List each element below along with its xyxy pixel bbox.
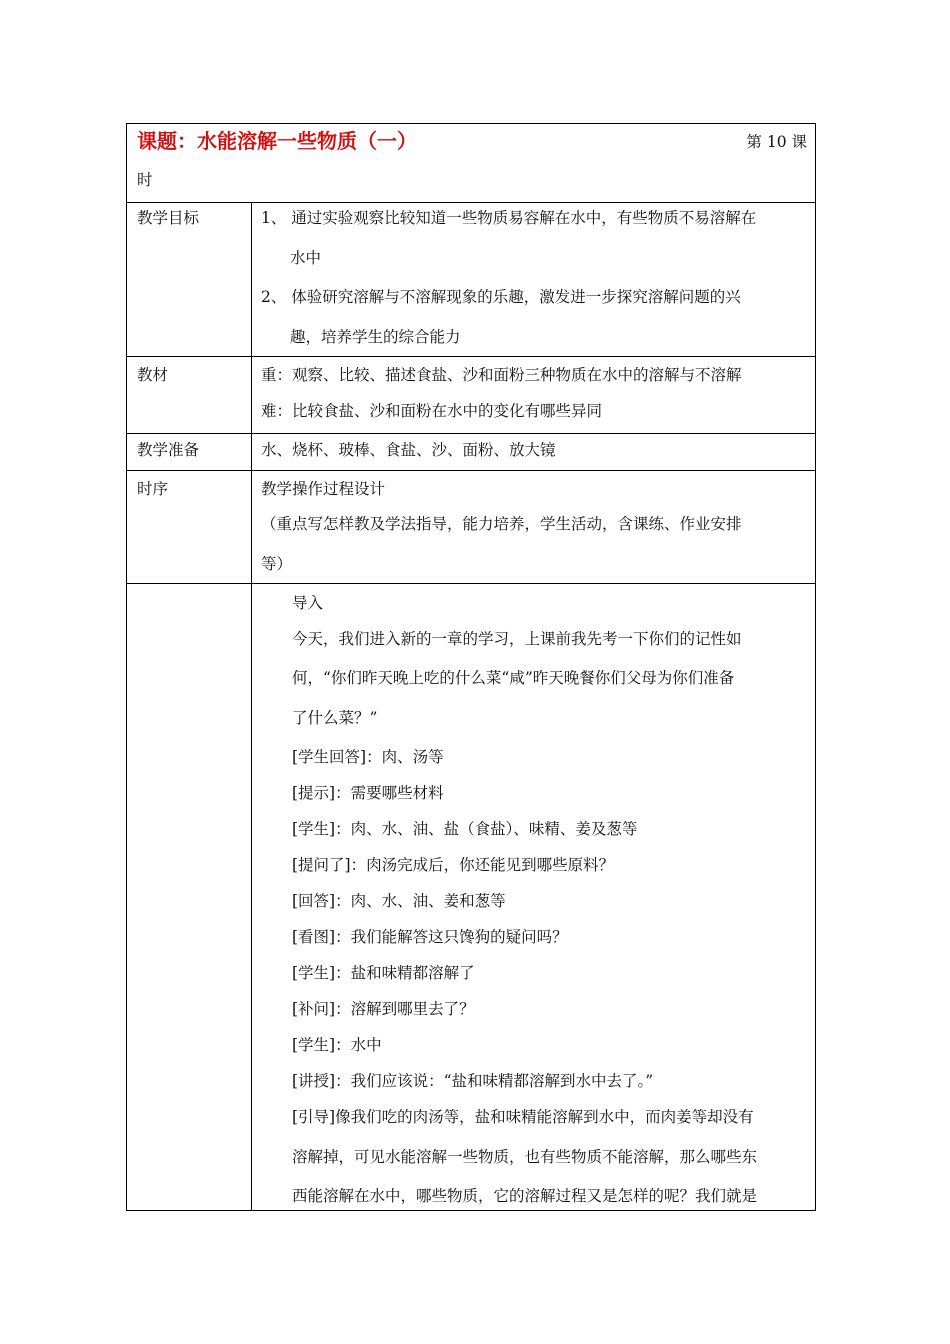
process-line: 何，“你们昨天晚上吃的什么菜“咸”昨天晚餐你们父母为你们准备 — [292, 669, 735, 687]
sequence-label: 时序 — [137, 480, 169, 498]
process-line: [提问了]：肉汤完成后，你还能见到哪些原料？ — [292, 856, 615, 874]
lesson-title: 课题：水能溶解一些物质（一） — [137, 129, 417, 153]
sequence-heading: 教学操作过程设计 — [261, 480, 386, 498]
row-divider — [127, 583, 815, 584]
materials-label: 教材 — [137, 366, 169, 384]
row-divider — [127, 202, 815, 203]
lesson-number-suffix: 时 — [137, 171, 153, 189]
sequence-note: 等） — [261, 555, 293, 573]
process-line: 西能溶解在水中，哪些物质，它的溶解过程又是怎样的呢？我们就是 — [292, 1187, 758, 1205]
preparation-text: 水、烧杯、玻棒、食盐、沙、面粉、放大镜 — [261, 441, 556, 459]
process-line: [补问]：溶解到哪里去了？ — [292, 1000, 475, 1018]
process-line: 了什么菜？” — [292, 709, 378, 727]
row-divider — [127, 470, 815, 471]
objectives-label: 教学目标 — [137, 209, 200, 227]
column-divider — [251, 202, 252, 1210]
process-line: [提示]：需要哪些材料 — [292, 784, 444, 802]
row-divider — [127, 356, 815, 357]
row-divider — [127, 433, 815, 434]
process-line: 导入 — [292, 594, 324, 612]
process-line: [学生]：肉、水、油、盐（食盐）、味精、姜及葱等 — [292, 820, 638, 838]
lesson-number: 第 10 课 — [746, 133, 807, 151]
difficult-point: 难：比较食盐、沙和面粉在水中的变化有哪些异同 — [261, 402, 603, 420]
process-line: 溶解掉，可见水能溶解一些物质，也有些物质不能溶解，那么哪些东 — [292, 1148, 758, 1166]
objective-line: 2、 体验研究溶解与不溶解现象的乐趣，激发进一步探究溶解问题的兴 — [261, 288, 741, 306]
process-line: [讲授]：我们应该说：“盐和味精都溶解到水中去了。” — [292, 1072, 654, 1090]
process-line: [看图]：我们能解答这只馋狗的疑问吗？ — [292, 928, 568, 946]
objective-line: 趣，培养学生的综合能力 — [290, 328, 461, 346]
process-line: [学生回答]：肉、汤等 — [292, 748, 444, 766]
process-line: [学生]：水中 — [292, 1036, 382, 1054]
process-line: [回答]：肉、水、油、姜和葱等 — [292, 892, 506, 910]
objective-line: 水中 — [290, 249, 322, 267]
process-line: 今天，我们进入新的一章的学习，上课前我先考一下你们的记性如 — [292, 630, 742, 648]
key-point: 重：观察、比较、描述食盐、沙和面粉三种物质在水中的溶解与不溶解 — [261, 366, 742, 384]
preparation-label: 教学准备 — [137, 441, 200, 459]
objective-line: 1、 通过实验观察比较知道一些物质易容解在水中，有些物质不易溶解在 — [261, 209, 757, 227]
lesson-plan-table — [126, 123, 816, 1211]
process-line: [学生]：盐和味精都溶解了 — [292, 964, 475, 982]
sequence-note: （重点写怎样教及学法指导，能力培养，学生活动，含课练、作业安排 — [261, 515, 742, 533]
process-line: [引导]像我们吃的肉汤等，盐和味精能溶解到水中，而肉姜等却没有 — [292, 1108, 754, 1126]
